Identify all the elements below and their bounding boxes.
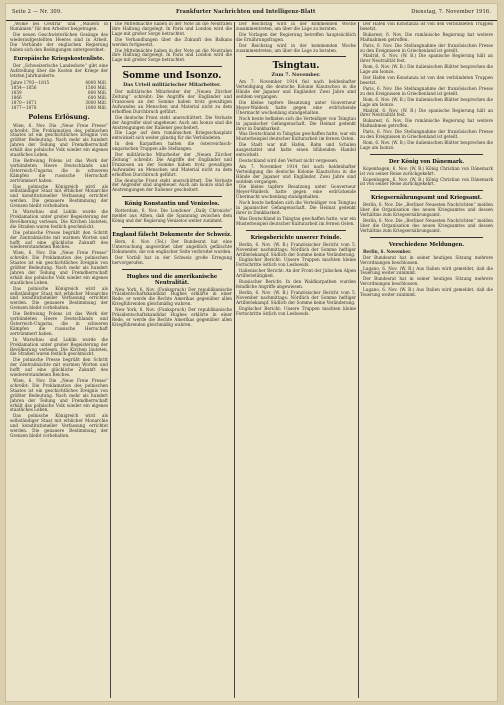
divider: [370, 190, 483, 191]
column-rule: [110, 22, 111, 698]
article-paragraph: Madrid, 6. Nov. (W. B.) Die spanische Regierung hält an ihrer Neutralität fest.: [360, 107, 493, 118]
article-paragraph: Der militärische Mitarbeiter der „Neuen Zürcher Zeitung“ schreibt: Die Angriffe der Engländer und Franzosen an der Somme haben trotz gewaltigen Aufwandes an Menschen und Material nicht zu dem erhofften Durchbruch geführt.: [112, 152, 232, 177]
article-paragraph: Berlin, 6. Nov. (W. B.) Französischer Bericht vom 5. November nachmittags: Nördlich der Somme heftiger Artilleriekampf. Südlich der Somme keine Veränderung.: [236, 289, 356, 305]
article-paragraph: Wien, 6. Nov. Die „Neue Freie Presse“ schreibt: Die Proklamation des polnischen Staates ist ein geschichtliches Ereignis von größter Bedeutung. Nach mehr als hundert Jahren der Teilung und Fremdherrschaft erhält das polnische Volk wieder ein eigenes staatliches Leben.: [10, 122, 108, 158]
article-paragraph: Englischer Bericht: Unsere Truppen machten kleine Fortschritte östlich von Lesboeufs.: [236, 305, 356, 316]
article-paragraph: In Warschau und Lublin wurde die Proklamation unter großer Begeisterung der Bevölkerung verlesen. Die Kirchen läuteten, die Straßen waren festlich geschmückt.: [10, 336, 108, 357]
article-paragraph: Der Bundesrat hat in seiner heutigen Sitzung mehrere Verordnungen beschlossen.: [360, 254, 493, 265]
article-paragraph: Der Vorfall hat in der Schweiz große Erregung hervorgerufen.: [112, 254, 232, 265]
column-2: [112, 22, 232, 698]
article-paragraph: Paris, 6. Nov. Die Stellungnahme der französischen Presse zu den Ereignissen in Griechenland ist geteilt.: [360, 42, 493, 53]
article-paragraph: Kopenhagen, 6. Nov. (W. B.) König Christian von Dänemark ist von seiner Reise zurückgekehrt.: [360, 176, 493, 187]
article-paragraph: Die Mittelmächte haben in der Note an die Neutralen ihre Haltung dargelegt. In Paris und London wird die Lage mit großer Sorge betrachtet.: [112, 47, 232, 63]
heading-konstantin: König Konstantin und Venizelos.: [124, 201, 220, 208]
masthead: Frankfurter Nachrichten und Intelligenz-Blatt: [176, 9, 316, 15]
article-paragraph: Berlin, 6. Nov. Die „Berliner Neuesten Nachrichten“ melden über die Organisation des neuen Kriegsamtes und dessen Verhältnis zum Kriegsernährungsamt.: [360, 202, 493, 218]
divider: [370, 154, 483, 155]
article-paragraph: Der Hafen von Konstanza ist von den verbündeten Truppen besetzt.: [360, 75, 493, 85]
article-paragraph: Die kleine tapfere Besatzung unter Gouverneur Meyer-Waldeck hatte gegen eine erdrückende Übermacht wochenlang standgehalten.: [236, 184, 356, 200]
issue-date: Dienstag, 7. November 1916.: [411, 9, 491, 15]
article-paragraph: Lugano, 6. Nov. (W. B.) Aus Italien wird gemeldet, daß die Teuerung weiter zunimmt.: [360, 287, 493, 298]
article-paragraph: Berlin, 6. Nov. Die „Berliner Neuesten Nachrichten“ melden über die Organisation des neuen Kriegsamtes und dessen Verhältnis zum Kriegsernährungsamt.: [360, 218, 493, 233]
article-paragraph: Noch heute befinden sich die Verteidiger von Tsingtau in japanischer Gefangenschaft. Die Heimat gedenkt ihrer in Dankbarkeit.: [236, 200, 356, 215]
article-paragraph: Die Befreiung Polens ist das Werk der verbündeten Heere Deutschlands und Österreich-Ungarns, die in schweren Kämpfen die russische Herrschaft zertrümmert haben.: [10, 311, 108, 336]
article-paragraph: Italienischer Bericht: An der Front der Julischen Alpen Artillerietätigkeit.: [236, 268, 356, 279]
article-paragraph: Was Deutschland in Tsingtau geschaffen hatte, war ein Musterbeispiel deutscher Kulturarbeit im fernen Osten.: [236, 131, 356, 142]
article-paragraph: Am 7. November 1914 fiel nach heldenhafter Verteidigung die deutsche Kolonie Kiautschou in die Hände der Japaner und Engländer. Zwei Jahre sind seitdem vergangen.: [236, 163, 356, 184]
page-number: Seite 2 — Nr. 309.: [12, 9, 62, 15]
article-paragraph: Die kleine tapfere Besatzung unter Gouverneur Meyer-Waldeck hatte gegen eine erdrückende Übermacht wochenlang standgehalten.: [236, 99, 356, 115]
article-paragraph: Wien, 6. Nov. Die „Neue Freie Presse“ schreibt: Die Proklamation des polnischen Staates ist ein geschichtliches Ereignis von größter Bedeutung. Nach mehr als hundert Jahren der Teilung und Fremdherrschaft erhält das polnische Volk wieder ein eigenes staatliches Leben.: [10, 377, 108, 413]
divider: [122, 269, 222, 270]
article-paragraph: Der Reichstag wird in der kommenden Woche zusammentreten, um über die Lage zu beraten.: [236, 42, 356, 53]
article-paragraph: Die deutsche Front steht unerschüttert. Die Verluste der Angreifer sind ungeheuer. Auch am Isonzo sind die Anstrengungen der Italiener gescheitert.: [112, 114, 232, 130]
table-row: 1877—1878 1800 Mill.: [11, 105, 107, 111]
article-paragraph: Die polnische Presse begrüßt den Schritt der Zentralmächte mit warmen Worten und hofft auf eine glückliche Zukunft des wiedererstandenen Reiches.: [10, 229, 108, 250]
article-paragraph: New York, 6. Nov. (Funkspruch) Der republikanische Präsidentschaftskandidat Hughes erklärte in einer Rede, er werde die Rechte Amerikas gegenüber allen Kriegführenden gleichmäßig wahren.: [112, 286, 232, 307]
article-paragraph: Das polnische Königreich wird als selbständiger Staat mit erblicher Monarchie und konstitutioneller Verfassung errichtet werden. Die genauere Bestimmung der Grenzen bleibt vorbehalten.: [10, 183, 108, 209]
subheading-tsingtau: Zum 7. November.: [271, 72, 321, 79]
article-paragraph: Bukarest, 6. Nov. Die rumänische Regierung hat weitere Maßnahmen getroffen.: [360, 118, 493, 129]
article-paragraph: Das polnische Königreich wird als selbständiger Staat mit erblicher Monarchie und konstitutioneller Verfassung errichtet werden. Die genauere Bestimmung der Grenzen bleibt vorbehalten.: [10, 285, 108, 311]
article-paragraph: Die Stadt war mit Hafen, Bahn und Schulen ausgestattet und hatte einen blühenden Handel entwickelt.: [236, 142, 356, 158]
divider: [246, 230, 346, 231]
heading-kriegsberichte: Kriegsberichte unserer Feinde.: [250, 234, 342, 241]
article-paragraph: In den Karpathen halten die österreichisch-ungarischen Truppen alle Stellungen.: [112, 141, 232, 152]
divider: [122, 227, 222, 228]
table-row: 1859 800 Mill.: [11, 90, 107, 96]
column-4: [360, 22, 493, 698]
dateline: Berlin, 6. November.: [363, 248, 412, 254]
heading-verschiedene: Verschiedene Meldungen.: [388, 241, 465, 248]
table-row: 1870—1871 3000 Mill.: [11, 100, 107, 106]
article-paragraph: Die Vorlagen der Regierung betreffen hauptsächlich die Ernährungsfragen.: [236, 31, 356, 42]
heading-ernaehrung: Kriegsernährungsamt und Kriegsamt.: [371, 195, 482, 202]
heading-daenemark: Der König von Dänemark.: [388, 158, 465, 165]
table-row: 1866 600 Mill.: [11, 95, 107, 101]
column-rule: [234, 22, 235, 698]
article-paragraph: Die Befreiung Polens ist das Werk der verbündeten Heere Deutschlands und Österreich-Ungarns, die in schweren Kämpfen die russische Herrschaft zertrümmert haben.: [10, 158, 108, 183]
article-paragraph: Die Verhandlungen über die Zukunft des Balkans werden fortgesetzt.: [112, 36, 232, 47]
article-paragraph: Rom, 6. Nov. (W. B.) Die italienischen Blätter besprechen die Lage am Isonzo.: [360, 96, 493, 107]
article-paragraph: Am 7. November 1914 fiel nach heldenhafter Verteidigung die deutsche Kolonie Kiautschou in die Hände der Japaner und Engländer. Zwei Jahre sind seitdem vergangen.: [236, 79, 356, 100]
article-paragraph: Die Lage auf dem rumänischen Kriegsschauplatz entwickelt sich weiter günstig für die Verbündeten.: [112, 130, 232, 141]
article-paragraph: Die deutsche Front steht unerschüttert. Die Verluste der Angreifer sind ungeheuer. Auch am Isonzo sind die Anstrengungen der Italiener gescheitert.: [112, 177, 232, 193]
article-paragraph: Die neuen Geschwisterlichen Gesänge des wiederaufgestellten Heeres sind in Arbeit. Die Verbände der englischen Regierung haben sich den Bedingungen untergeordnet.: [10, 31, 108, 52]
article-paragraph: Englischer Bericht: Unsere Truppen machten kleine Fortschritte östlich von Lesboeufs.: [236, 257, 356, 268]
article-paragraph: Bern, 6. Nov. (Tel.) Der Bundesrat hat eine Untersuchung angeordnet über angeblich gefälschte Dokumente, die von englischer Seite verbreitet wurden.: [112, 239, 232, 254]
article-paragraph: Die Mittelmächte haben in der Note an die Neutralen ihre Haltung dargelegt. In Paris und London wird die Lage mit großer Sorge betrachtet.: [112, 22, 232, 36]
article-paragraph: Der militärische Mitarbeiter der „Neuen Zürcher Zeitung“ schreibt: Die Angriffe der Engländer und Franzosen an der Somme haben trotz gewaltigen Aufwandes an Menschen und Material nicht zu dem erhofften Durchbruch geführt.: [112, 89, 232, 114]
article-paragraph: Rom, 6. Nov. (W. B.) Die italienischen Blätter besprechen die Lage am Isonzo.: [360, 64, 493, 75]
table-row: Jahre 1793—1815 4000 Mill.: [11, 80, 107, 86]
article-paragraph: Kopenhagen, 6. Nov. (W. B.) König Christian von Dänemark ist von seiner Reise zurückgekehrt.: [360, 165, 493, 176]
article-paragraph: Die polnische Presse begrüßt den Schritt der Zentralmächte mit warmen Worten und hofft auf eine glückliche Zukunft des wiedererstandenen Reiches.: [10, 357, 108, 378]
heading-tsingtau: Tsingtau.: [272, 61, 320, 72]
article-paragraph: Der Reichstag wird in der kommenden Woche zusammentreten, um über die Lage zu beraten.: [236, 22, 356, 31]
newspaper-page: [6, 4, 497, 701]
article-paragraph: Lugano, 6. Nov. (W. B.) Aus Italien wird gemeldet, daß die Teuerung weiter zunimmt.: [360, 265, 493, 276]
column-3: [236, 22, 356, 698]
article-paragraph: „Wolke bei Cesdria“ und „Mauern in Rumänien“ für den Arbeiter beigetragen.: [10, 22, 108, 31]
article-paragraph: Paris, 6. Nov. Die Stellungnahme der französischen Presse zu den Ereignissen in Griechenland ist geteilt.: [360, 85, 493, 96]
article-paragraph: Rom, 6. Nov. (W. B.) Die italienischen Blätter besprechen die Lage am Isonzo.: [360, 139, 493, 150]
column-1: [10, 22, 108, 698]
heading-somme: Somme und Isonzo.: [122, 71, 222, 82]
article-paragraph: Berlin, 6. Nov. (W. B.) Französischer Bericht vom 5. November nachmittags: Nördlich der Somme heftiger Artilleriekampf. Südlich der Somme keine Veränderung.: [236, 241, 356, 257]
article-paragraph: Noch heute befinden sich die Verteidiger von Tsingtau in japanischer Gefangenschaft. Die Heimat gedenkt ihrer in Dankbarkeit.: [236, 115, 356, 131]
article-paragraph: Russischer Bericht: In den Waldkarpathen wurden feindliche Angriffe abgewiesen.: [236, 279, 356, 289]
article-paragraph: Bukarest, 6. Nov. Die rumänische Regierung hat weitere Maßnahmen getroffen.: [360, 31, 493, 42]
divider: [122, 66, 222, 67]
article-paragraph: New York, 6. Nov. (Funkspruch) Der republikanische Präsidentschaftskandidat Hughes erklärte in einer Rede, er werde die Rechte Amerikas gegenüber allen Kriegführenden gleichmäßig wahren.: [112, 307, 232, 327]
article-paragraph: Rotterdam, 6. Nov. Die Londoner „Daily Chronicle“ meldet aus Athen, daß die Spannung zwischen dem König und der Regierung Venizelos weiter zunimmt.: [112, 208, 232, 224]
article-paragraph: Deutschland wird den Verlust nicht vergessen.: [239, 157, 339, 163]
divider: [122, 196, 222, 197]
table-row: 1854—1856 1500 Mill.: [11, 85, 107, 91]
heading-kriegskosten: Europäische Kriegskostenliste.: [13, 56, 105, 63]
column-rule: [358, 22, 359, 698]
article-paragraph: Was Deutschland in Tsingtau geschaffen hatte, war ein Musterbeispiel deutscher Kulturarbeit im fernen Osten.: [236, 215, 356, 226]
divider: [246, 56, 346, 57]
article-paragraph: Wien, 6. Nov. Die „Neue Freie Presse“ schreibt: Die Proklamation des polnischen Staates ist ein geschichtliches Ereignis von größter Bedeutung. Nach mehr als hundert Jahren der Teilung und Fremdherrschaft erhält das polnische Volk wieder ein eigenes staatliches Leben.: [10, 250, 108, 285]
article-paragraph: In Warschau und Lublin wurde die Proklamation unter großer Begeisterung der Bevölkerung verlesen. Die Kirchen läuteten, die Straßen waren festlich geschmückt.: [10, 209, 108, 229]
article-paragraph: Madrid, 6. Nov. (W. B.) Die spanische Regierung hält an ihrer Neutralität fest.: [360, 53, 493, 64]
article-paragraph: Der Hafen von Konstanza ist von den verbündeten Truppen besetzt.: [360, 22, 493, 31]
article-paragraph: Das polnische Königreich wird als selbständiger Staat mit erblicher Monarchie und konstitutioneller Verfassung errichtet werden. Die genauere Bestimmung der Grenzen bleibt vorbehalten.: [10, 413, 108, 438]
subheading-somme: Das Urteil militärischer Mitarbeiter.: [123, 82, 221, 89]
heading-hughes: Hughes und die amerikanische Neutralität.: [126, 273, 218, 286]
article-paragraph: Der Bundesrat hat in seiner heutigen Sitzung mehrere Verordnungen beschlossen.: [360, 276, 493, 287]
heading-england: England fälscht Dokumente der Schweiz.: [112, 232, 232, 238]
article-paragraph: Paris, 6. Nov. Die Stellungnahme der französischen Presse zu den Ereignissen in Griechenland ist geteilt.: [360, 129, 493, 140]
page-header: [6, 4, 497, 21]
cost-table: [10, 80, 108, 110]
heading-polen: Polens Erlösung.: [28, 113, 90, 122]
divider: [370, 237, 483, 238]
article-paragraph: Der „Schweizerische Landesbote“ gibt eine Aufstellung über die Kosten der Kriege der letzten Jahrhunderte.: [10, 63, 108, 79]
